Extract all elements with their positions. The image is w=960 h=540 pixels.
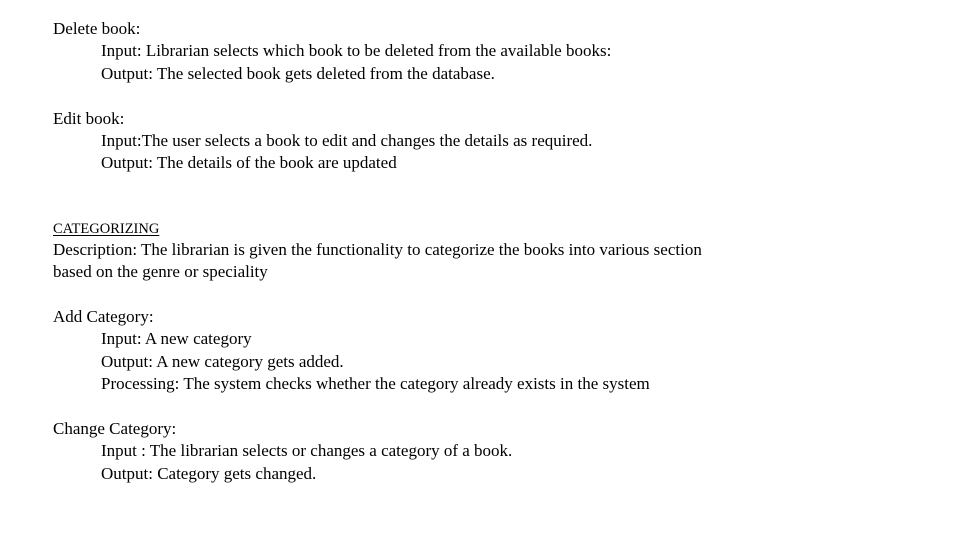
add-category-output: Output: A new category gets added. bbox=[101, 352, 344, 371]
delete-book-output: Output: The selected book gets deleted from the database. bbox=[101, 64, 495, 83]
delete-book-heading: Delete book: bbox=[53, 19, 141, 38]
categorizing-description-line1: Description: The librarian is given the functionality to categorize the books into various section bbox=[53, 240, 702, 259]
add-category-processing: Processing: The system checks whether the category already exists in the system bbox=[101, 374, 650, 393]
categorizing-heading: CATEGORIZING bbox=[53, 221, 160, 237]
edit-book-output: Output: The details of the book are updated bbox=[101, 153, 397, 172]
add-category-input: Input: A new category bbox=[101, 329, 252, 348]
edit-book-heading: Edit book: bbox=[53, 109, 125, 128]
change-category-input: Input : The librarian selects or changes a category of a book. bbox=[101, 441, 513, 460]
delete-book-input: Input: Librarian selects which book to be deleted from the available books: bbox=[101, 41, 612, 60]
add-category-heading: Add Category: bbox=[53, 307, 154, 326]
change-category-heading: Change Category: bbox=[53, 419, 177, 438]
categorizing-description-line2: based on the genre or speciality bbox=[53, 262, 268, 281]
edit-book-input: Input:The user selects a book to edit and changes the details as required. bbox=[101, 131, 593, 150]
change-category-output: Output: Category gets changed. bbox=[101, 464, 317, 483]
